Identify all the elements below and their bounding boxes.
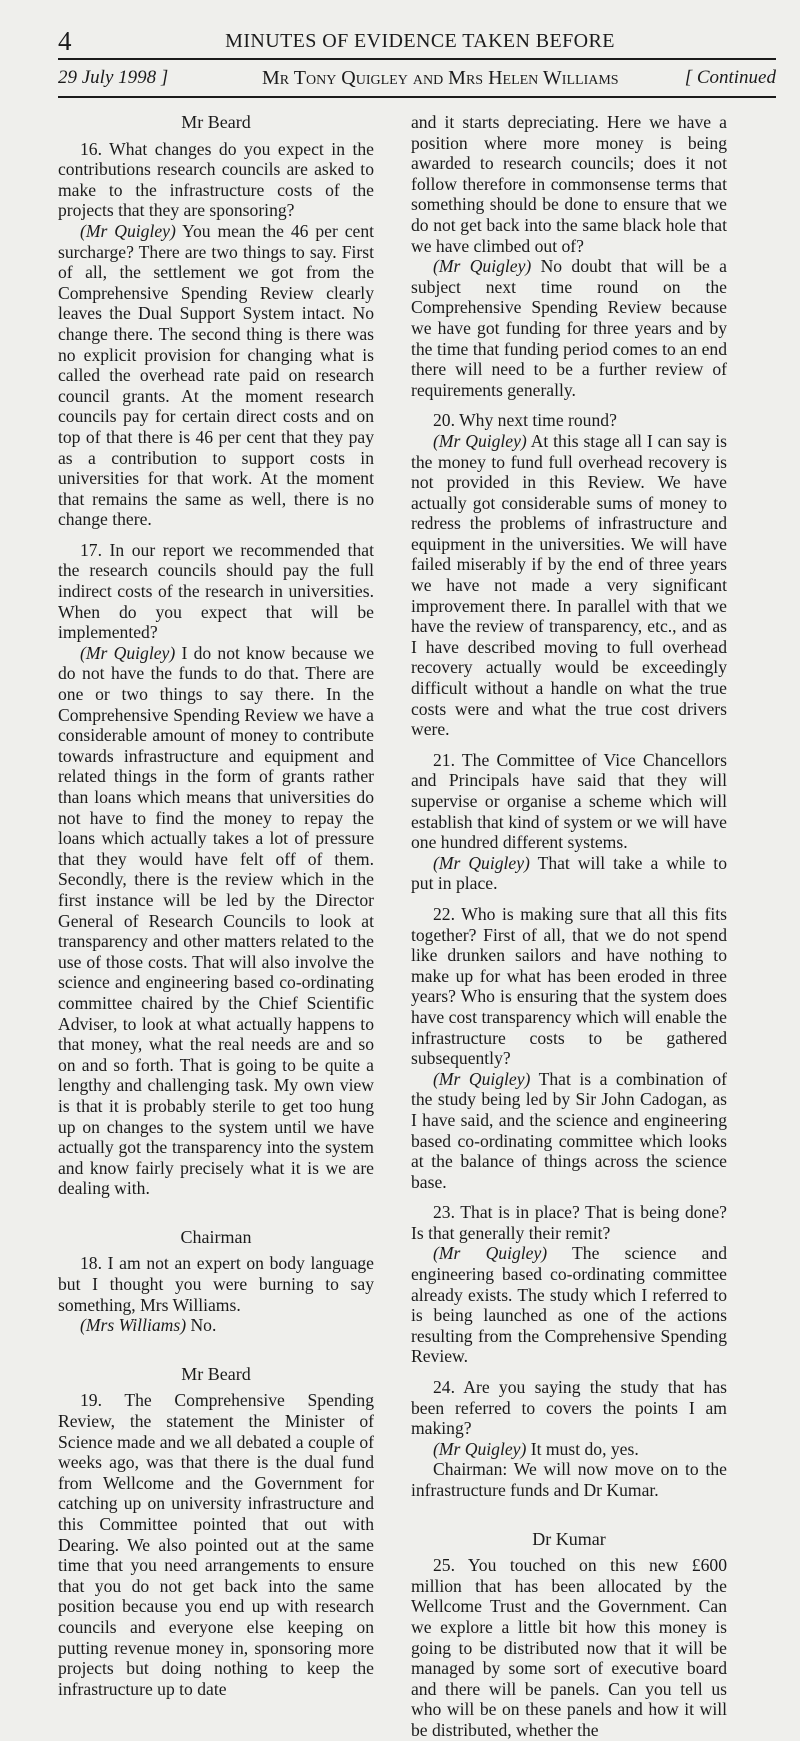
speaker-heading: Mr Beard	[181, 1363, 251, 1384]
left-column	[58, 112, 374, 1699]
answer-19	[411, 256, 727, 400]
answer-18	[58, 1315, 374, 1336]
page-number: 4	[58, 26, 72, 56]
answer-text: I do not know because we do not have the funds to do that. There are one or two things to say there. In the Comprehensive Spending Review we have a considerable amount of money to contribute towards infrastructure and equipment and related things in the form of grants rather than loans which means that universities do not have to find the money to repay the loans which actually takes a lot of pressure that they would have felt off of them. Secondly, there is the review which in the first instance will be led by the Director General of Research Councils to look at transparency and other matters related to the use of those costs. That will also involve the science and engineering based co-ordinating committee chaired by the Chief Scientific Adviser, to look at what actually happens to that money, what the real needs are and so on and so forth. That is going to be quite a lengthy and challenging task. My own view is that it is probably sterile to get too hung up on changes to the system until we have actually got the transparency into the system and know fairly precisely what it is we are dealing with.	[58, 642, 374, 1199]
chair-label: Chairman:	[433, 1459, 508, 1480]
answer-24	[411, 1439, 727, 1460]
speaker-heading: Dr Kumar	[532, 1528, 606, 1549]
chairman-remark	[411, 1459, 727, 1500]
continued-label: [ Continued	[684, 67, 776, 88]
answer-text: That will take a while to put in place.	[411, 852, 727, 894]
answer-16	[58, 221, 374, 530]
witness-name: (Mr Quigley)	[433, 1243, 548, 1264]
right-column	[411, 112, 727, 1741]
witness-name: (Mr Quigley)	[80, 220, 176, 241]
witness-name: (Mr Quigley)	[433, 852, 530, 873]
question-25: 25. You touched on this new £600 million that has been allocated by the Wellcome Trust and the Government. Can we explore a little bit how this money is going to be distributed now that it will be managed by some sort of executive board and there will be panels. Can you tell us who will be on these panels and how it will be distributed, whether the	[411, 1555, 727, 1740]
speaker-heading: Chairman	[180, 1226, 252, 1247]
answer-text: You mean the 46 per cent surcharge? There are two things to say. First of all, the settlement we got from the Comprehensive Spending Review clearly leaves the Dual Support System intact. No change there. The second thing is there was no explicit provision for changing what is called the overhead rate paid on research council grants. At the moment research councils pay for certain direct costs and on top of that there is 46 per cent that they pay as a contribution to support costs in universities for that work. At the moment that remains the same as well, there is no change there.	[58, 220, 375, 530]
chair-text: We will now move on to the infrastructure funds and Dr Kumar.	[411, 1459, 727, 1500]
question-16: 16. What changes do you expect in the contributions research councils are asked to make to the infrastructure costs of the projects that they are sponsoring?	[58, 138, 374, 221]
question-24: 24. Are you saying the study that has been referred to covers the points I am making?	[411, 1377, 727, 1439]
question-19-continued: and it starts depreciating. Here we have a position where more money is being awarded to research councils; does it not follow therefore in commonsense terms that something should be done to ensure that we do not get back into the same black hole that we have climbed out of?	[411, 112, 727, 256]
answer-text: No.	[190, 1315, 217, 1336]
answer-text: At this stage all I can say is the money to fund full overhead recovery is not provided in this Review. We have actually got considerable sums of money to redress the problems of infrastructure and equipment in the universities. We will have failed miserably if by the end of three years we have not made a very significant improvement there. In parallel with that we have the review of transparency, etc., and as I have described moving to full overhead recovery actually would be exceedingly difficult without a handle on what the true costs were and what the true cost drivers were.	[411, 430, 728, 740]
witness-names: Mr Tony Quigley and Mrs Helen Williams	[262, 67, 619, 89]
witness-name: (Mr Quigley)	[80, 642, 176, 663]
witness-name: (Mr Quigley)	[433, 1438, 527, 1459]
answer-23	[411, 1243, 727, 1367]
answer-text: The science and engineering based co-ordinating committee already exists. The study which I referred to is being launched as one of the actions resulting from the Comprehensive Spending Review.	[411, 1243, 727, 1367]
running-title: MINUTES OF EVIDENCE TAKEN BEFORE	[225, 30, 615, 52]
witness-name: (Mrs Williams)	[80, 1315, 187, 1336]
answer-22	[411, 1069, 727, 1193]
session-date: 29 July 1998 ]	[58, 67, 169, 88]
question-22: 22. Who is making sure that all this fits together? First of all, that we do not spend like drunken sailors and have nothing to make up for what has been eroded in three years? Who is ensuring that the system does have cost transparency which will enable the infrastructure costs to be gathered subsequently?	[411, 903, 727, 1069]
question-20: 20. Why next time round?	[433, 410, 617, 431]
answer-17	[58, 643, 374, 1199]
speaker-heading: Mr Beard	[181, 112, 251, 132]
question-17: 17. In our report we recommended that the research councils should pay the full indirect costs of the research in universities. When do you expect that will be implemented?	[58, 539, 374, 643]
question-18: 18. I am not an expert on body language but I thought you were burning to say something, Mrs Williams.	[58, 1253, 374, 1315]
question-21: 21. The Committee of Vice Chancellors and Principals have said that they will supervise or organise a scheme which will establish that kind of system or we will have one hundred different systems.	[411, 749, 727, 853]
answer-20	[411, 431, 727, 740]
top-rule	[58, 58, 776, 60]
witness-name: (Mr Quigley)	[433, 1068, 531, 1089]
answer-21	[411, 853, 727, 894]
answer-text: It must do, yes.	[530, 1438, 639, 1459]
question-19: 19. The Comprehensive Spending Review, the statement the Minister of Science made and we all debated a couple of weeks ago, was that there is the dual fund from Wellcome and the Government for catching up on university infrastructure and this Committee pointed that out with Dearing. We also pointed out at the same time that you need arrangements to ensure that you do not get back into the same position because you end up with research councils and everyone else keeping on putting revenue money in, sponsoring more projects but doing nothing to keep the infrastructure up to date	[58, 1390, 374, 1699]
answer-text: No doubt that will be a subject next time round on the Comprehensive Spending Review because we have got funding for three years and by the time that funding period comes to an end there will need to be a further review of requirements generally.	[411, 256, 727, 400]
witness-name: (Mr Quigley)	[433, 256, 532, 277]
answer-text: That is a combination of the study being led by Sir John Cadogan, as I have said, and the science and engineering based co-ordinating committee which looks at the balance of things across the science base.	[411, 1068, 727, 1192]
witness-name: (Mr Quigley)	[433, 430, 527, 451]
header-rule	[58, 96, 776, 98]
question-23: 23. That is in place? That is being done? Is that generally their remit?	[411, 1202, 727, 1243]
